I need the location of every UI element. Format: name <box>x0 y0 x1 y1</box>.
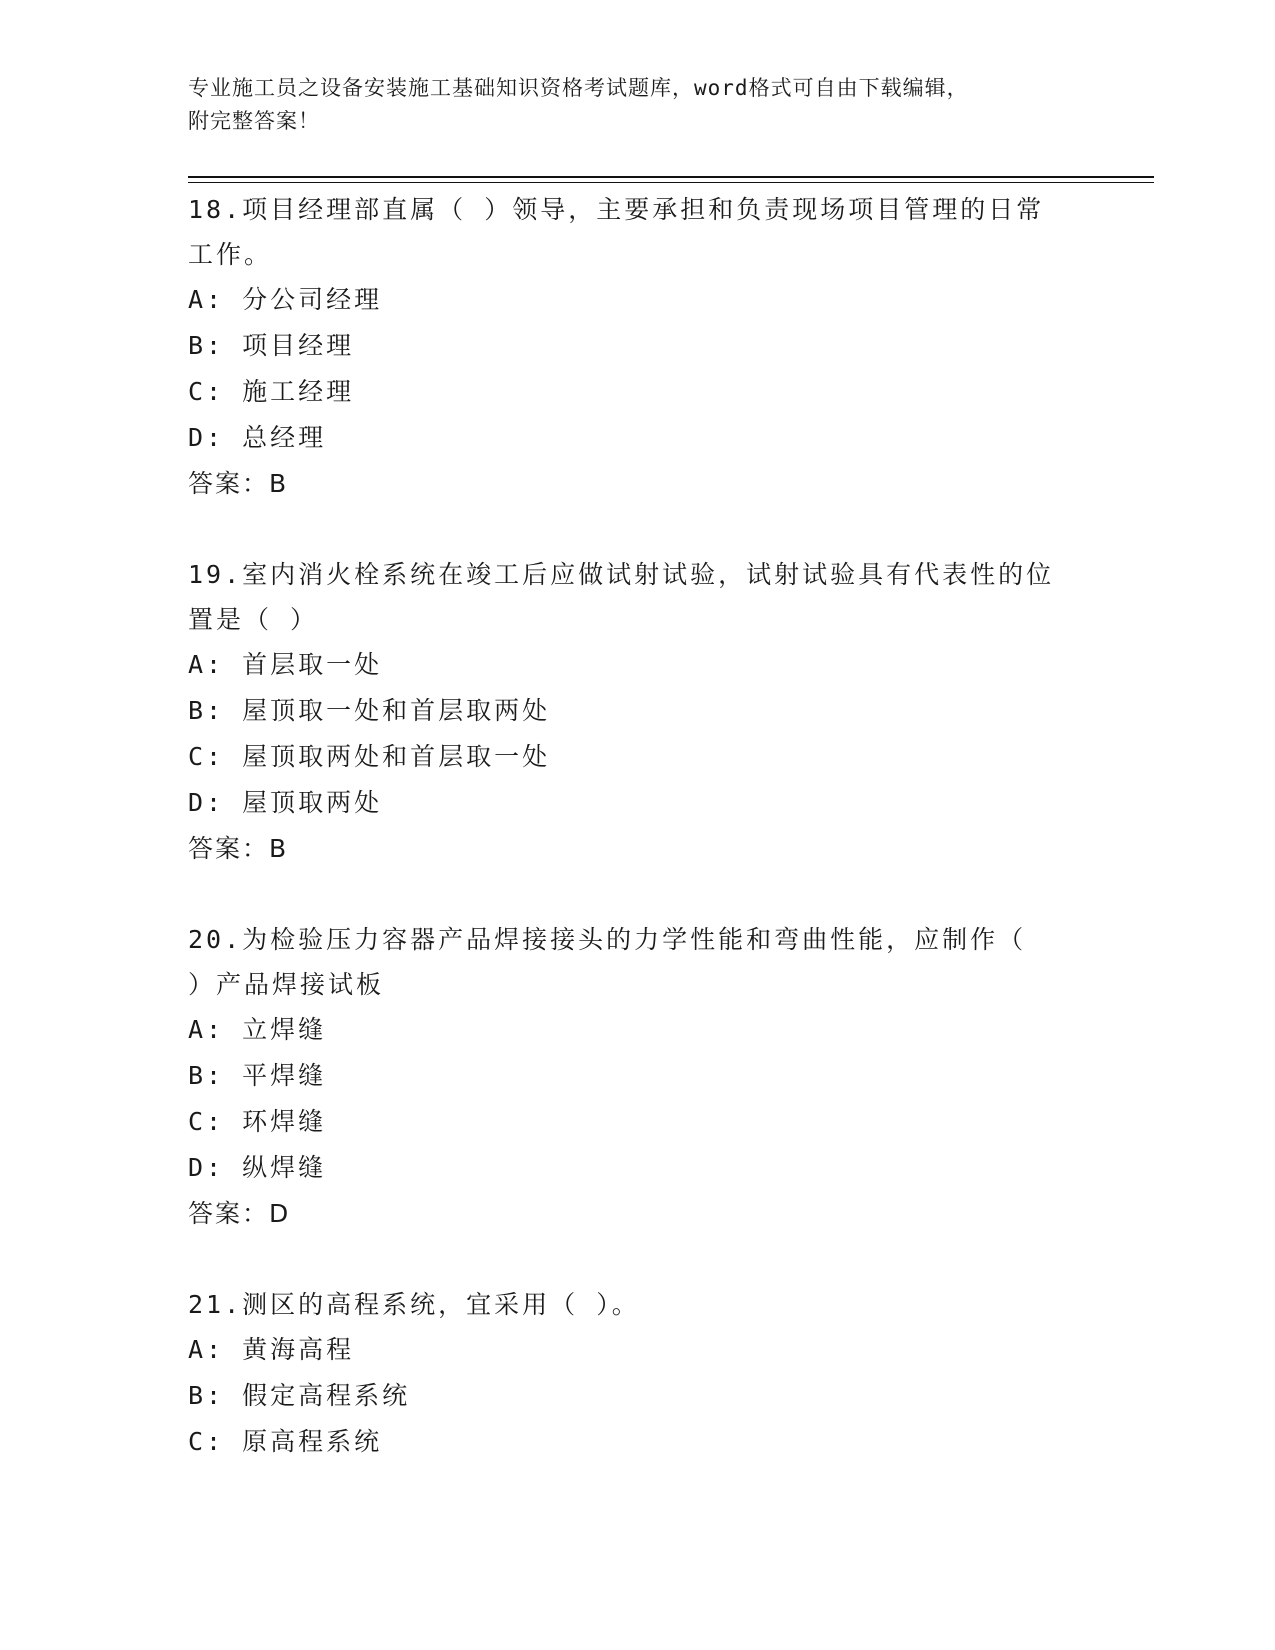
question-stem-line-2: 工作。 <box>188 240 273 269</box>
header-divider-thick <box>188 176 1154 178</box>
question-stem-line-1: 18.项目经理部直属（ ）领导，主要承担和负责现场项目管理的日常 <box>188 195 1045 224</box>
option-b: B: 项目经理 <box>188 331 355 360</box>
question-20 <box>188 917 1088 1237</box>
question-stem-line-2: 置是（ ） <box>188 605 319 634</box>
option-d: D: 屋顶取两处 <box>188 788 383 817</box>
option-d: D: 纵焊缝 <box>188 1153 327 1182</box>
header-divider-thin <box>188 182 1154 183</box>
option-a: A: 立焊缝 <box>188 1015 327 1044</box>
option-c: C: 原高程系统 <box>188 1427 383 1456</box>
option-a: A: 黄海高程 <box>188 1335 355 1364</box>
question-stem-line-1: 21.测区的高程系统，宜采用（ ）。 <box>188 1290 640 1319</box>
question-stem-line-1: 19.室内消火栓系统在竣工后应做试射试验，试射试验具有代表性的位 <box>188 560 1055 589</box>
header-line-1: 专业施工员之设备安装施工基础知识资格考试题库，word格式可自由下载编辑， <box>188 76 969 100</box>
option-b: B: 屋顶取一处和首层取两处 <box>188 696 551 725</box>
answer: 答案：B <box>188 834 289 863</box>
option-b: B: 平焊缝 <box>188 1061 327 1090</box>
question-stem-line-1: 20.为检验压力容器产品焊接接头的力学性能和弯曲性能，应制作（ <box>188 925 1027 954</box>
question-stem-line-2: ）产品焊接试板 <box>188 970 385 999</box>
question-21 <box>188 1282 1088 1465</box>
option-b: B: 假定高程系统 <box>188 1381 411 1410</box>
option-c: C: 施工经理 <box>188 377 355 406</box>
option-c: C: 屋顶取两处和首层取一处 <box>188 742 551 771</box>
header-line-2: 附完整答案！ <box>188 109 320 133</box>
answer: 答案：B <box>188 469 289 498</box>
option-c: C: 环焊缝 <box>188 1107 327 1136</box>
option-d: D: 总经理 <box>188 423 327 452</box>
question-list <box>188 187 1088 1510</box>
option-a: A: 分公司经理 <box>188 285 383 314</box>
question-18 <box>188 187 1088 507</box>
answer: 答案：D <box>188 1199 291 1228</box>
document-header <box>188 72 1068 138</box>
option-a: A: 首层取一处 <box>188 650 383 679</box>
question-19 <box>188 552 1088 872</box>
